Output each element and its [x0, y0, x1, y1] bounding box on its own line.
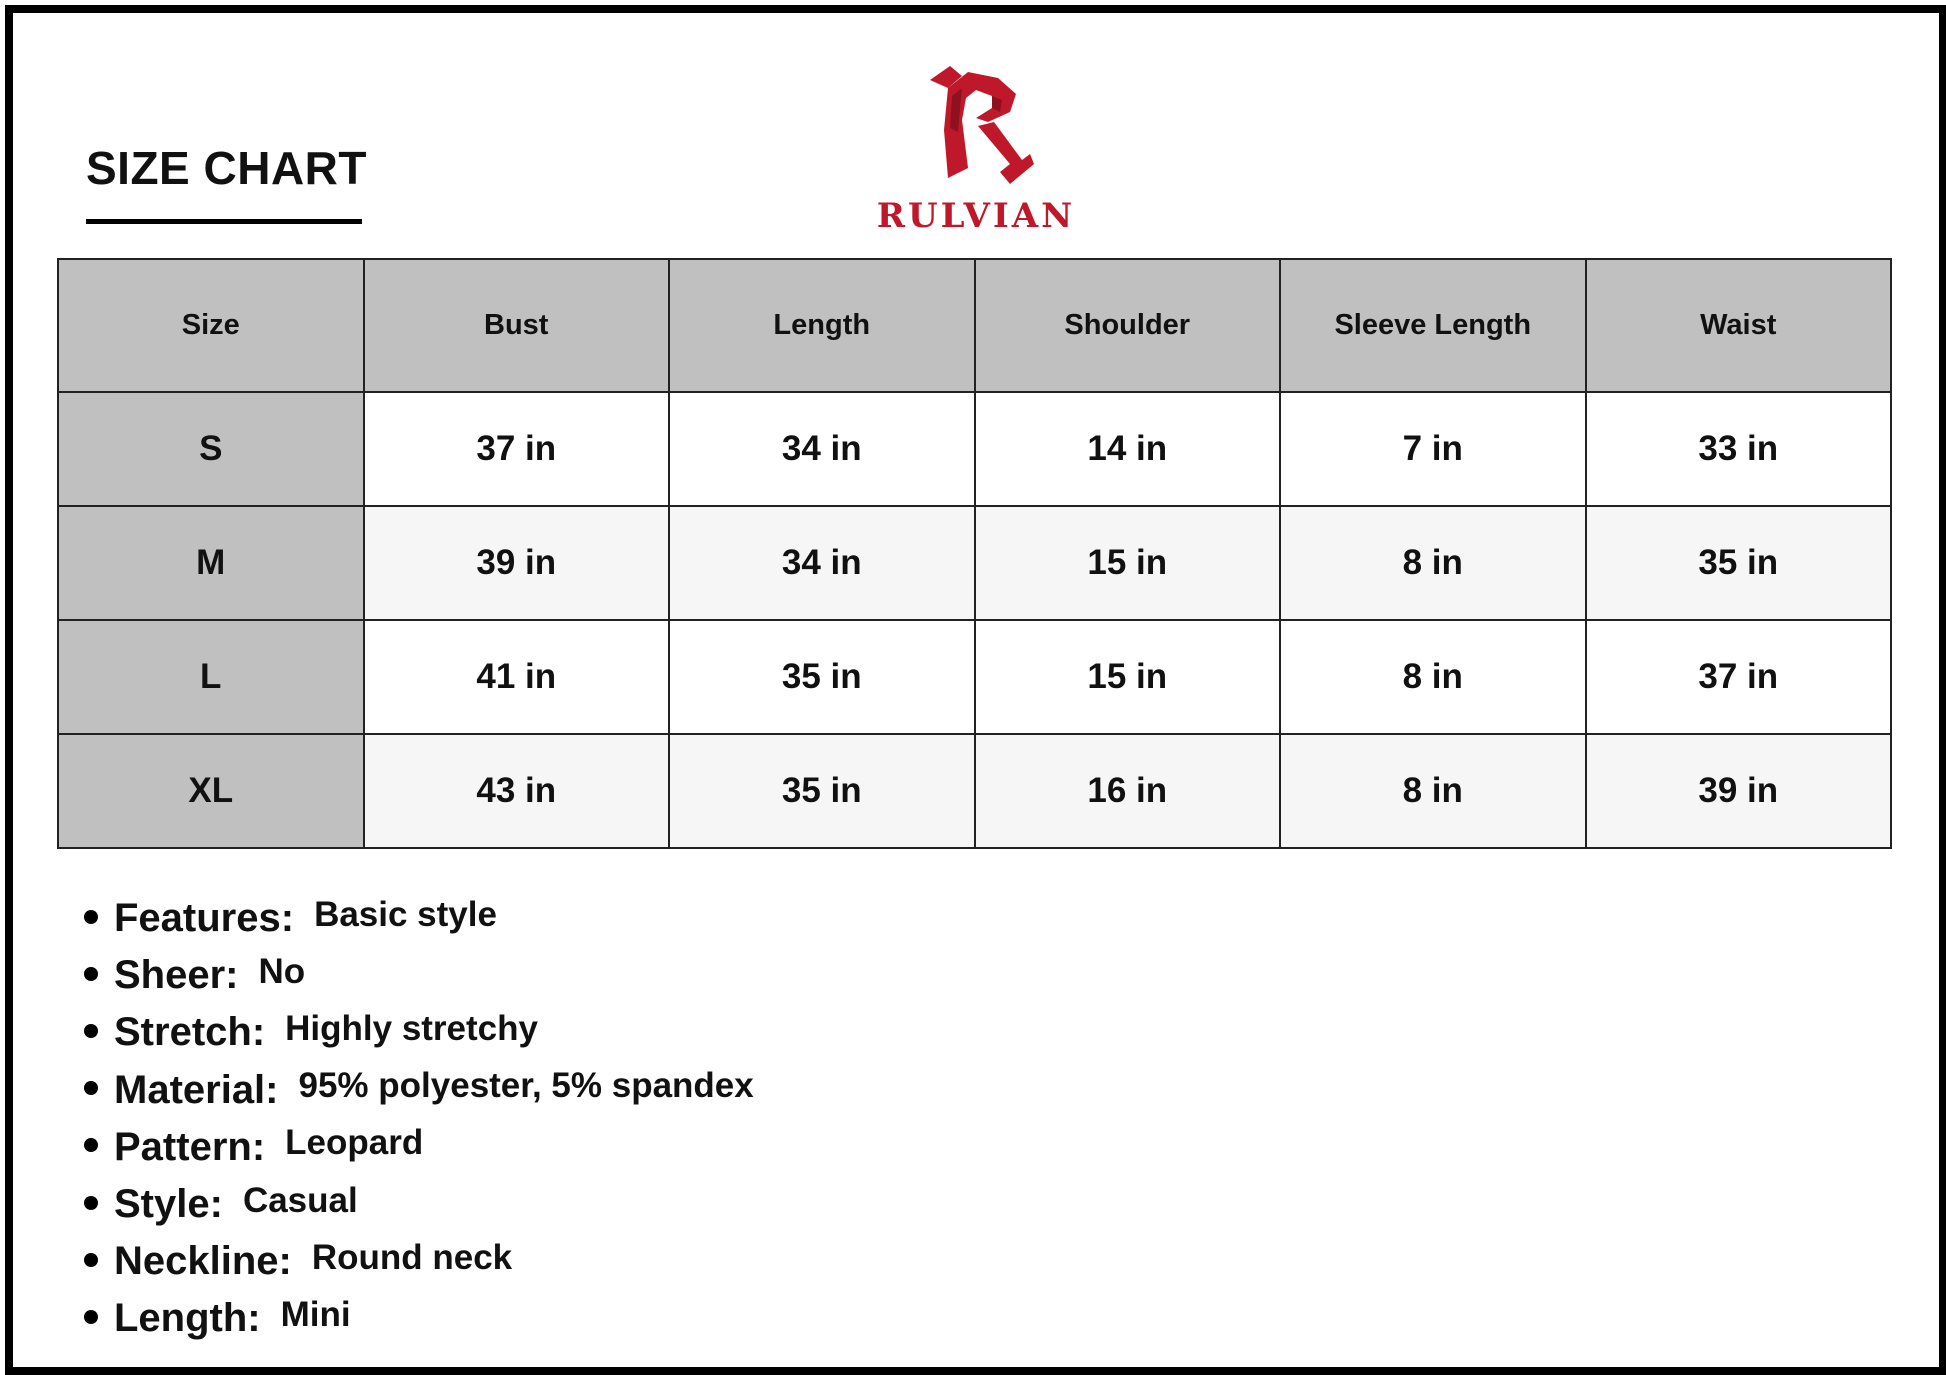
feature-value: 95% polyester, 5% spandex [298, 1066, 754, 1106]
bullet-icon [84, 910, 98, 924]
table-row [58, 734, 1891, 848]
feature-label: Stretch: [114, 1010, 266, 1055]
shoulder-cell: 16 in [975, 734, 1281, 848]
feature-value: Mini [280, 1294, 351, 1334]
bust-cell: 41 in [364, 620, 670, 734]
waist-cell: 39 in [1586, 734, 1892, 848]
list-item [84, 1290, 754, 1347]
shoulder-cell: 14 in [975, 392, 1281, 506]
feature-label: Material: [114, 1067, 279, 1112]
features-list [84, 890, 754, 1348]
title-block [86, 138, 367, 198]
feature-value: No [258, 951, 306, 991]
list-item [84, 1004, 754, 1061]
length-cell: 34 in [669, 506, 975, 620]
feature-value: Basic style [314, 894, 497, 934]
feature-label: Style: [114, 1182, 223, 1227]
size-cell: M [58, 506, 364, 620]
bullet-icon [84, 1138, 98, 1152]
sleeve-length-cell: 8 in [1280, 734, 1586, 848]
column-header-length: Length [669, 259, 975, 392]
length-cell: 35 in [669, 734, 975, 848]
length-cell: 35 in [669, 620, 975, 734]
length-cell: 34 in [669, 392, 975, 506]
column-header-size: Size [58, 259, 364, 392]
bullet-icon [84, 1310, 98, 1324]
size-chart-table [57, 258, 1892, 849]
list-item [84, 1176, 754, 1233]
feature-value: Highly stretchy [285, 1008, 538, 1048]
waist-cell: 33 in [1586, 392, 1892, 506]
bullet-icon [84, 967, 98, 981]
bust-cell: 37 in [364, 392, 670, 506]
sleeve-length-cell: 7 in [1280, 392, 1586, 506]
feature-label: Length: [114, 1296, 261, 1341]
column-header-bust: Bust [364, 259, 670, 392]
bust-cell: 39 in [364, 506, 670, 620]
brand-name: RULVIAN [876, 196, 1076, 236]
table-header-row [58, 259, 1891, 392]
brand-logo [860, 60, 1092, 240]
shoulder-cell: 15 in [975, 506, 1281, 620]
table-row [58, 620, 1891, 734]
column-header-shoulder: Shoulder [975, 259, 1281, 392]
bust-cell: 43 in [364, 734, 670, 848]
list-item [84, 890, 754, 947]
feature-label: Neckline: [114, 1239, 292, 1284]
shoulder-cell: 15 in [975, 620, 1281, 734]
feature-label: Sheer: [114, 953, 239, 998]
waist-cell: 35 in [1586, 506, 1892, 620]
feature-label: Features: [114, 896, 295, 941]
list-item [84, 1119, 754, 1176]
bullet-icon [84, 1253, 98, 1267]
page-title: SIZE CHART [86, 142, 367, 194]
feature-value: Casual [242, 1180, 358, 1220]
size-cell: S [58, 392, 364, 506]
table-row [58, 392, 1891, 506]
bullet-icon [84, 1196, 98, 1210]
bullet-icon [84, 1024, 98, 1038]
feature-value: Leopard [285, 1123, 424, 1163]
table-row [58, 506, 1891, 620]
size-cell: L [58, 620, 364, 734]
sleeve-length-cell: 8 in [1280, 506, 1586, 620]
waist-cell: 37 in [1586, 620, 1892, 734]
rulvian-r-logo-icon [918, 60, 1036, 188]
sleeve-length-cell: 8 in [1280, 620, 1586, 734]
feature-value: Round neck [311, 1237, 513, 1277]
title-underline [86, 219, 362, 224]
list-item [84, 1233, 754, 1290]
list-item [84, 1062, 754, 1119]
feature-label: Pattern: [114, 1124, 266, 1169]
size-cell: XL [58, 734, 364, 848]
bullet-icon [84, 1081, 98, 1095]
list-item [84, 947, 754, 1004]
column-header-sleeve-length: Sleeve Length [1280, 259, 1586, 392]
column-header-waist: Waist [1586, 259, 1892, 392]
